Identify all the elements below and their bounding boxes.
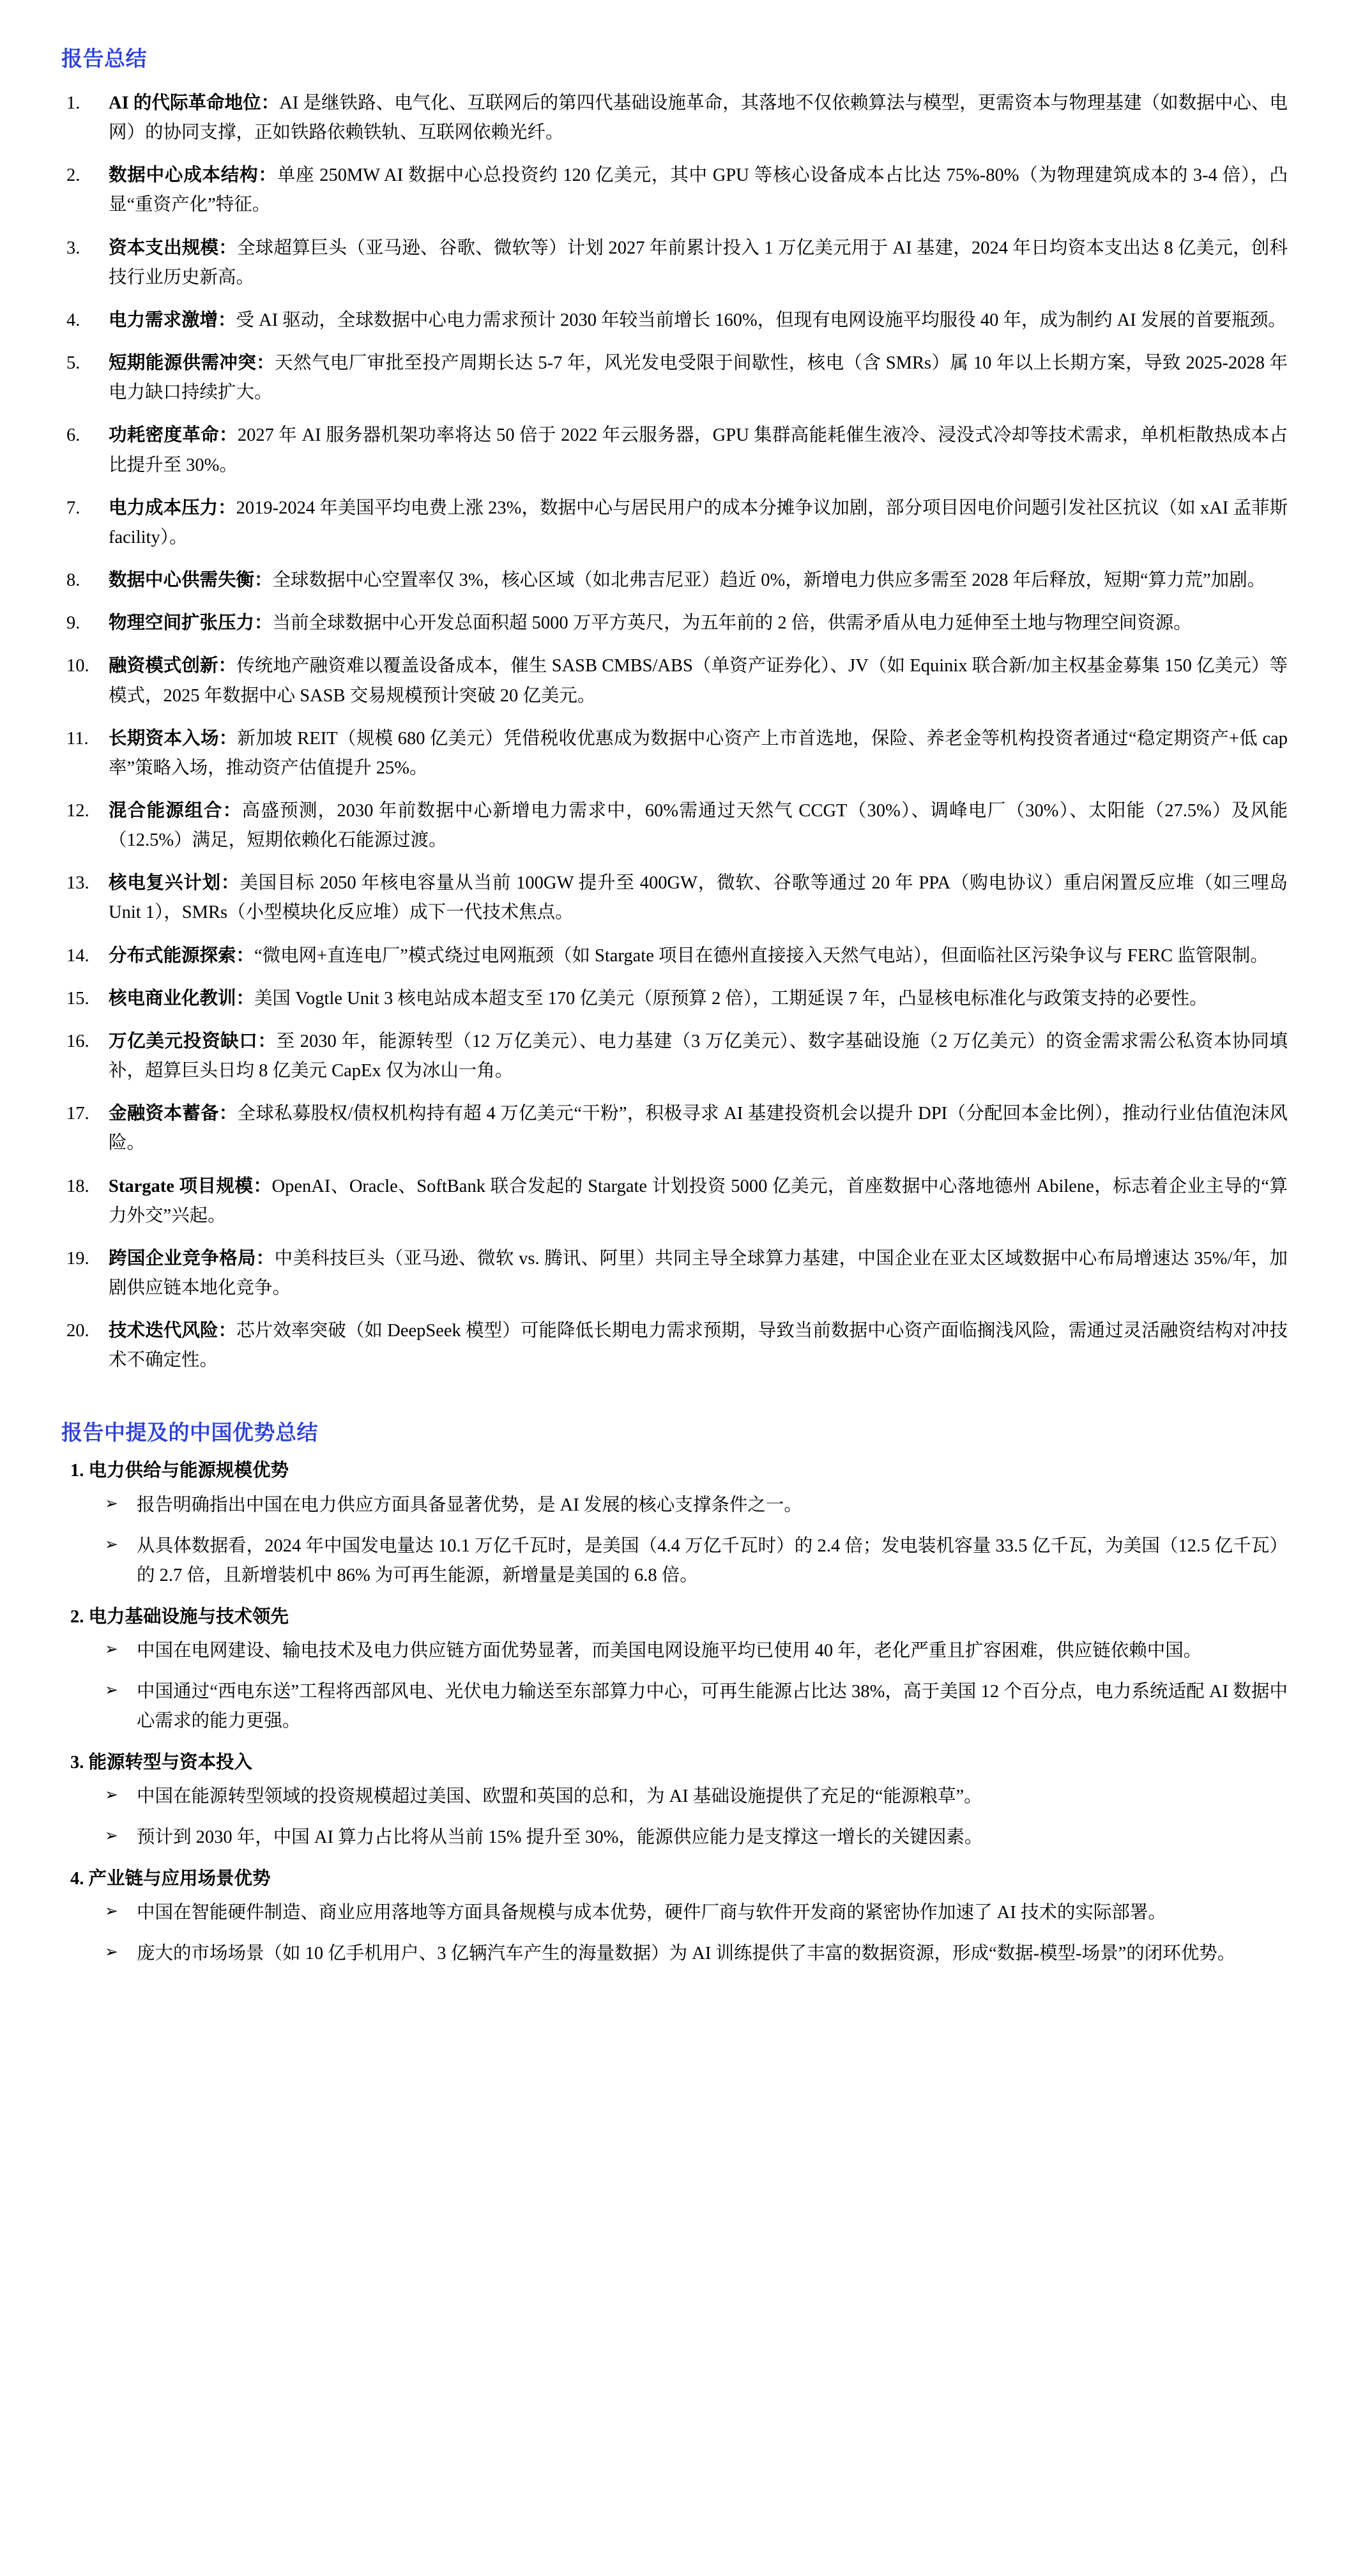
advantage-bullet-text: 中国通过“西电东送”工程将西部风电、光伏电力输送至东部算力中心，可再生能源占比达 38%，高于美国 12 个百分点，电力系统适配 AI 数据中心需求的能力更强。	[137, 1682, 1288, 1732]
item-lead: 金融资本蓄备：	[109, 1104, 238, 1124]
advantage-bullet	[61, 1898, 1288, 1928]
china-advantages-list	[61, 1456, 1288, 1969]
advantage-bullet-text: 中国在智能硬件制造、商业应用落地等方面具备规模与成本优势，硬件厂商与软件开发商的紧密协作加速了 AI 技术的实际部署。	[137, 1903, 1166, 1923]
item-body: 天然气电厂审批至投产周期长达 5-7 年，风光发电受限于间歇性，核电（含 SMRs）属 10 年以上长期方案，导致 2025-2028 年电力缺口持续扩大。	[109, 353, 1288, 403]
arrow-bullet-icon: ➢	[105, 1827, 118, 1845]
item-body: OpenAI、Oracle、SoftBank 联合发起的 Stargate 计划投资 5000 亿美元，首座数据中心落地德州 Abilene，标志着企业主导的“算力外交”兴起。	[109, 1176, 1288, 1226]
advantage-bullet	[61, 1823, 1288, 1852]
list-index: 1.	[66, 93, 80, 113]
arrow-bullet-icon: ➢	[105, 1641, 118, 1659]
report-summary-item	[61, 941, 1288, 971]
advantage-bullet	[61, 1532, 1288, 1590]
item-lead: 核电商业化教训：	[109, 988, 255, 1009]
list-index: 15.	[66, 988, 89, 1009]
item-body: 全球私募股权/债权机构持有超 4 万亿美元“干粉”，积极寻求 AI 基建投资机会以提升 DPI（分配回本金比例），推动行业估值泡沫风险。	[109, 1104, 1288, 1154]
advantage-bullet-text: 报告明确指出中国在电力供应方面具备显著优势，是 AI 发展的核心支撑条件之一。	[137, 1495, 802, 1516]
item-body: 高盛预测，2030 年前数据中心新增电力需求中，60%需通过天然气 CCGT（30%）、调峰电厂（30%）、太阳能（27.5%）及风能（12.5%）满足，短期依赖化石能源过渡。	[109, 800, 1288, 851]
item-lead: 混合能源组合：	[109, 800, 242, 821]
item-lead: 数据中心成本结构：	[109, 165, 277, 186]
report-summary-item	[61, 421, 1288, 480]
item-lead: 数据中心供需失衡：	[109, 570, 273, 591]
advantage-group-heading: 2. 电力基础设施与技术领先	[70, 1606, 289, 1627]
item-body: 美国目标 2050 年核电容量从当前 100GW 提升至 400GW，微软、谷歌等通过 20 年 PPA（购电协议）重启闲置反应堆（如三哩岛 Unit 1），SMRs（小型模块化反应堆）成下一代技术焦点。	[109, 873, 1288, 923]
list-index: 12.	[66, 800, 89, 821]
section-title-china-advantages: 报告中提及的中国优势总结	[61, 1422, 318, 1445]
advantage-group-heading: 1. 电力供给与能源规模优势	[70, 1461, 289, 1481]
list-index: 18.	[66, 1176, 89, 1196]
item-lead: 功耗密度革命：	[109, 425, 238, 446]
item-body: 2027 年 AI 服务器机架功率将达 50 倍于 2022 年云服务器，GPU 集群高能耗催生液冷、浸没式冷却等技术需求，单机柜散热成本占比提升至 30%。	[109, 425, 1288, 475]
item-lead: 分布式能源探索：	[109, 945, 255, 966]
arrow-bullet-icon: ➢	[105, 1787, 118, 1804]
report-summary-item	[61, 1244, 1288, 1303]
item-body: 2019-2024 年美国平均电费上涨 23%，数据中心与居民用户的成本分摊争议加剧，部分项目因电价问题引发社区抗议（如 xAI 孟菲斯 facility）。	[109, 498, 1288, 547]
item-lead: 万亿美元投资缺口：	[109, 1031, 277, 1051]
advantage-bullet	[61, 1636, 1288, 1666]
item-body: 单座 250MW AI 数据中心总投资约 120 亿美元，其中 GPU 等核心设备成本占比达 75%-80%（为物理建筑成本的 3-4 倍），凸显“重资产化”特征。	[109, 165, 1288, 215]
advantage-group-heading: 3. 能源转型与资本投入	[70, 1752, 253, 1772]
item-body: 全球超算巨头（亚马逊、谷歌、微软等）计划 2027 年前累计投入 1 万亿美元用于 AI 基建，2024 年日均资本支出达 8 亿美元，创科技行业历史新高。	[109, 238, 1288, 287]
report-summary-item	[61, 494, 1288, 553]
list-index: 16.	[66, 1031, 89, 1051]
list-index: 20.	[66, 1321, 89, 1341]
list-index: 8.	[66, 570, 80, 591]
list-index: 2.	[66, 165, 80, 186]
report-summary-item	[61, 349, 1288, 408]
list-index: 3.	[66, 238, 80, 258]
item-lead: 融资模式创新：	[109, 656, 237, 676]
list-index: 6.	[66, 425, 80, 446]
report-summary-item	[61, 161, 1288, 220]
item-body: 美国 Vogtle Unit 3 核电站成本超支至 170 亿美元（原预算 2 倍），工期延误 7 年，凸显核电标准化与政策支持的必要性。	[254, 988, 1208, 1009]
arrow-bullet-icon: ➢	[105, 1495, 118, 1513]
arrow-bullet-icon: ➢	[105, 1682, 118, 1700]
item-lead: 资本支出规模：	[109, 238, 237, 258]
arrow-bullet-icon: ➢	[105, 1536, 118, 1554]
item-body: 全球数据中心空置率仅 3%，核心区域（如北弗吉尼亚）趋近 0%，新增电力供应多需至 2028 年后释放，短期“算力荒”加剧。	[272, 570, 1266, 591]
item-lead: 技术迭代风险：	[109, 1321, 237, 1341]
list-index: 10.	[66, 656, 89, 676]
report-summary-item	[61, 234, 1288, 293]
item-lead: 长期资本入场：	[109, 728, 238, 749]
list-index: 13.	[66, 873, 89, 894]
advantage-bullet-text: 庞大的市场场景（如 10 亿手机用户、3 亿辆汽车产生的海量数据）为 AI 训练提供了丰富的数据资源，形成“数据-模型-场景”的闭环优势。	[137, 1944, 1236, 1964]
list-index: 19.	[66, 1248, 89, 1269]
item-lead: 跨国企业竞争格局：	[109, 1248, 275, 1269]
item-lead: 电力需求激增：	[109, 310, 236, 330]
advantage-bullet	[61, 1677, 1288, 1736]
report-summary-item	[61, 566, 1288, 595]
report-summary-item	[61, 652, 1288, 710]
item-body: 中美科技巨头（亚马逊、微软 vs. 腾讯、阿里）共同主导全球算力基建，中国企业在亚太区域数据中心布局增速达 35%/年，加剧供应链本地化竞争。	[109, 1248, 1288, 1298]
report-summary-item	[61, 1172, 1288, 1231]
report-summary-item	[61, 1316, 1288, 1375]
advantage-bullet	[61, 1491, 1288, 1520]
report-summary-list	[61, 89, 1288, 1375]
arrow-bullet-icon: ➢	[105, 1944, 118, 1962]
report-summary-item	[61, 869, 1288, 927]
advantage-group-heading: 4. 产业链与应用场景优势	[70, 1868, 271, 1889]
item-lead: 物理空间扩张压力：	[109, 613, 273, 634]
report-summary-item	[61, 1099, 1288, 1158]
item-body: 芯片效率突破（如 DeepSeek 模型）可能降低长期电力需求预期，导致当前数据中心资产面临搁浅风险，需通过灵活融资结构对冲技术不确定性。	[109, 1321, 1288, 1371]
advantage-bullet-text: 中国在电网建设、输电技术及电力供应链方面优势显著，而美国电网设施平均已使用 40 年，老化严重且扩容困难，供应链依赖中国。	[137, 1641, 1202, 1661]
report-summary-item	[61, 796, 1288, 855]
advantage-bullet-text: 预计到 2030 年，中国 AI 算力占比将从当前 15% 提升至 30%，能源供应能力是支撑这一增长的关键因素。	[137, 1827, 983, 1848]
arrow-bullet-icon: ➢	[105, 1903, 118, 1921]
list-index: 7.	[66, 498, 80, 518]
report-summary-item	[61, 984, 1288, 1014]
item-body: “微电网+直连电厂”模式绕过电网瓶颈（如 Stargate 项目在德州直接接入天然气电站），但面临社区污染争议与 FERC 监管限制。	[254, 945, 1269, 966]
item-lead: Stargate 项目规模：	[109, 1176, 272, 1196]
advantage-bullet	[61, 1939, 1288, 1969]
item-body: 至 2030 年，能源转型（12 万亿美元）、电力基建（3 万亿美元）、数字基础设施（2 万亿美元）的资金需求需公私资本协同填补，超算巨头日均 8 亿美元 CapEx 仅为冰山一角。	[109, 1031, 1288, 1081]
item-body: 当前全球数据中心开发总面积超 5000 万平方英尺，为五年前的 2 倍，供需矛盾从电力延伸至土地与物理空间资源。	[272, 613, 1192, 634]
list-index: 11.	[66, 728, 89, 749]
item-lead: 短期能源供需冲突：	[109, 353, 275, 374]
advantage-bullet	[61, 1782, 1288, 1811]
advantage-bullet-text: 中国在能源转型领域的投资规模超过美国、欧盟和英国的总和，为 AI 基础设施提供了充足的“能源粮草”。	[137, 1787, 982, 1807]
report-summary-item	[61, 89, 1288, 148]
item-body: 新加坡 REIT（规模 680 亿美元）凭借税收优惠成为数据中心资产上市首选地，保险、养老金等机构投资者通过“稳定期资产+低 cap 率”策略入场，推动资产估值提升 25%。	[109, 728, 1288, 778]
report-summary-item	[61, 306, 1288, 335]
list-index: 5.	[66, 353, 80, 374]
list-index: 4.	[66, 310, 80, 330]
item-body: 受 AI 驱动，全球数据中心电力需求预计 2030 年较当前增长 160%，但现有电网设施平均服役 40 年，成为制约 AI 发展的首要瓶颈。	[236, 310, 1286, 330]
report-summary-item	[61, 1027, 1288, 1086]
item-lead: AI 的代际革命地位：	[109, 93, 280, 113]
advantage-bullet-text: 从具体数据看，2024 年中国发电量达 10.1 万亿千瓦时，是美国（4.4 万亿千瓦时）的 2.4 倍；发电装机容量 33.5 亿千瓦，为美国（12.5 亿千瓦）的 2.7 倍，且新增装机中 86% 为可再生能源，新增量是美国的 6.8 倍。	[137, 1536, 1288, 1586]
item-body: AI 是继铁路、电气化、互联网后的第四代基础设施革命，其落地不仅依赖算法与模型，更需资本与物理基建（如数据中心、电网）的协同支撑，正如铁路依赖铁轨、互联网依赖光纤。	[109, 93, 1288, 143]
report-summary-item	[61, 724, 1288, 783]
item-body: 传统地产融资难以覆盖设备成本，催生 SASB CMBS/ABS（单资产证券化）、JV（如 Equinix 联合新/加主权基金募集 150 亿美元）等模式，2025 年数据中心 SASB 交易规模预计突破 20 亿美元。	[109, 656, 1288, 706]
list-index: 9.	[66, 613, 80, 634]
report-summary-item	[61, 609, 1288, 638]
item-lead: 核电复兴计划：	[109, 873, 240, 894]
section-title-report-summary: 报告总结	[61, 48, 147, 71]
list-index: 17.	[66, 1104, 89, 1124]
list-index: 14.	[66, 945, 89, 966]
item-lead: 电力成本压力：	[109, 498, 236, 518]
